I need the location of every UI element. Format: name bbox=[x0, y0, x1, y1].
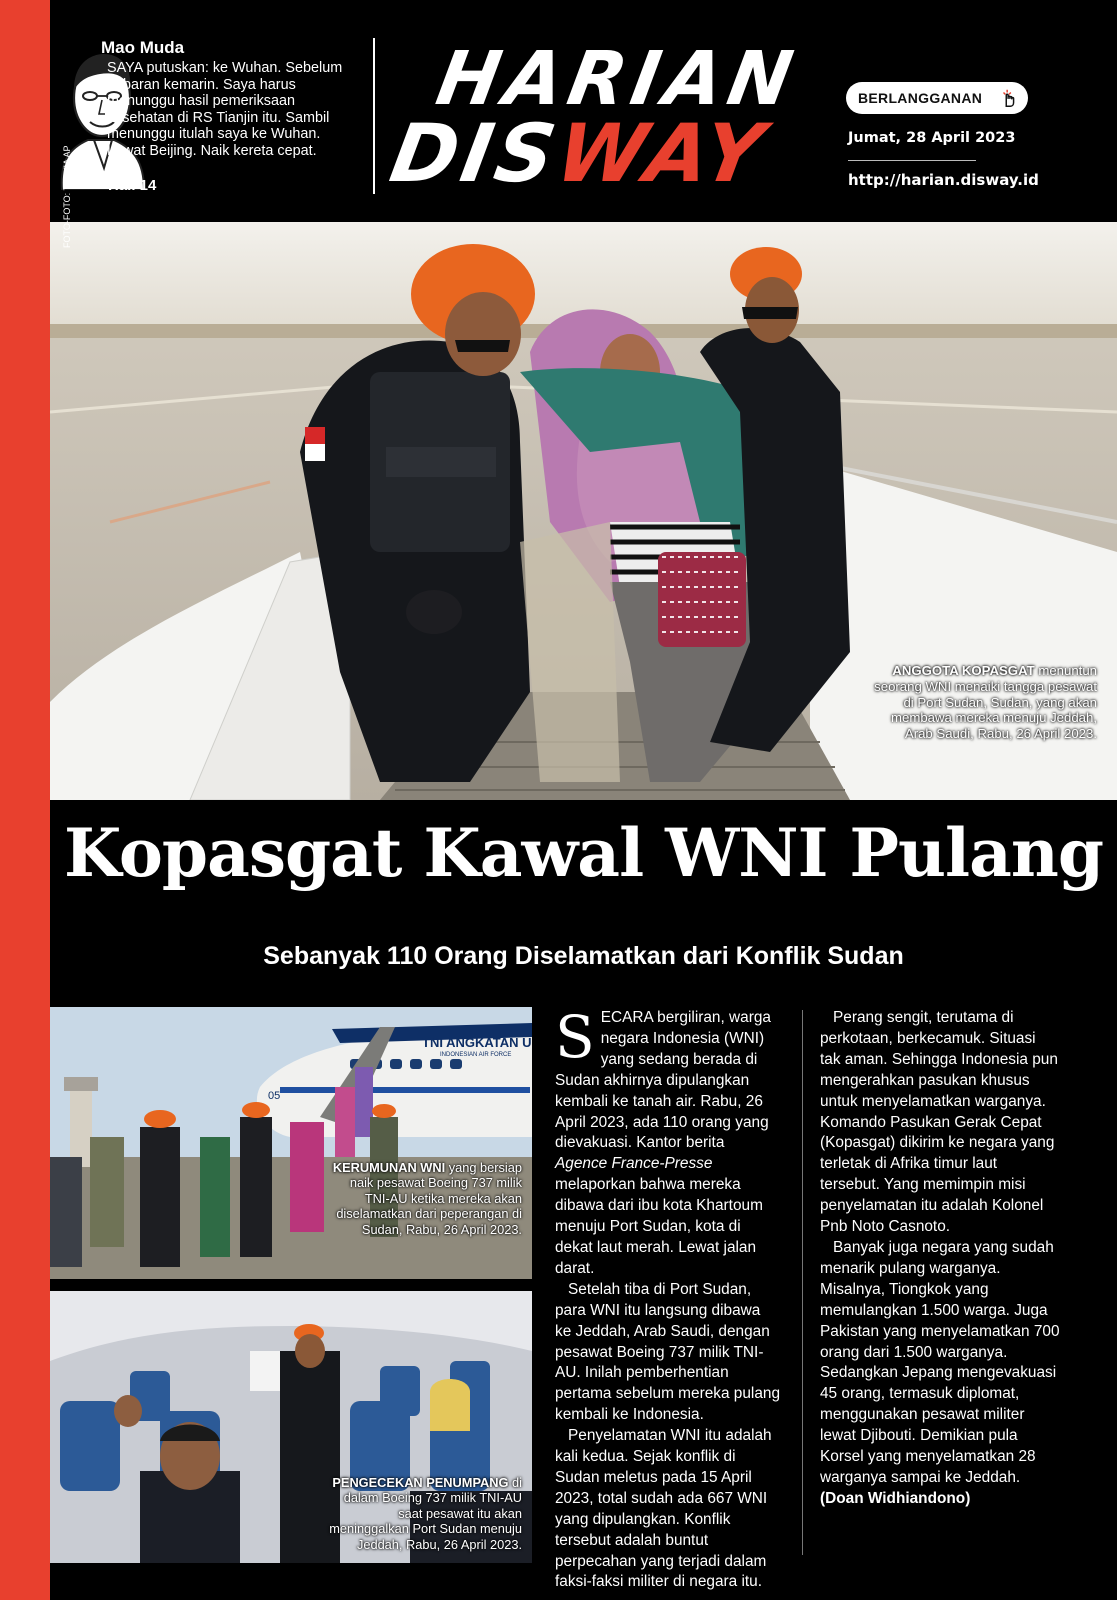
newspaper-logo bbox=[380, 36, 840, 200]
subscribe-label: BERLANGGANAN bbox=[858, 90, 983, 106]
article-paragraph bbox=[555, 1003, 780, 1280]
plane-number: 05 bbox=[268, 1090, 281, 1102]
article-column-1 bbox=[555, 1003, 780, 1593]
masthead bbox=[50, 0, 1117, 222]
boarding-photo bbox=[50, 1007, 532, 1279]
hand-pointer-icon bbox=[998, 87, 1020, 109]
logo-disway bbox=[383, 107, 775, 200]
issue-date: Jumat, 28 April 2023 bbox=[848, 130, 1016, 146]
paragraph-1-a: ECARA bergiliran, warga negara Indonesia (WNI) yang sedang berada di Sudan akhirnya dipulangkan kembali ke tanah air. Rabu, 26 April 2023, ada 110 orang yang dievakuasi. Kantor berita bbox=[555, 1009, 771, 1152]
cabin-caption-lead: PENGECEKAN PENUMPANG bbox=[332, 1475, 509, 1490]
article-column-2 bbox=[820, 1008, 1060, 1510]
boarding-caption-text: yang bersiap naik pesawat Boeing 737 milik TNI-AU ketika mereka akan diselamatkan dari peperangan di Sudan, Rabu, 26 April 2023. bbox=[336, 1160, 522, 1237]
cabin-caption-text: di dalam Boeing 737 milik TNI-AU saat pesawat itu akan meninggalkan Port Sudan menuju Jeddah, Rabu, 26 April 2023. bbox=[329, 1475, 522, 1552]
hero-caption-lead: ANGGOTA KOPASGAT bbox=[892, 663, 1035, 678]
website-link[interactable]: http://harian.disway.id bbox=[848, 171, 1039, 189]
headline: Kopasgat Kawal WNI Pulang bbox=[63, 814, 1104, 892]
date-divider bbox=[848, 160, 976, 161]
boarding-caption bbox=[322, 1160, 522, 1237]
logo-dis: DIS bbox=[383, 107, 567, 200]
paragraph-1-italic: Agence France-Presse bbox=[555, 1155, 713, 1173]
paragraph-2: Setelah tiba di Port Sudan, para WNI itu langsung dibawa ke Jeddah, Arab Saudi, dengan pesawat Boeing 737 milik TNI-AU. Inilah pemberhentian pertama sebelum mereka pulang kembali ke Indonesia. bbox=[555, 1280, 780, 1424]
front-page bbox=[50, 0, 1117, 1600]
paragraph-4: Perang sengit, terutama di perkotaan, berkecamuk. Situasi tak aman. Sehingga Indonesia pun mengerahkan pasukan khusus untuk menyelamatkan warganya. Komando Pasukan Gerak Cepat (Kopasgat) dikirim ke negara yang terletak di Afrika timur laut tersebut. Yang memimpin misi penyelamatan itu adalah Kolonel Pnb Noto Casnoto. bbox=[820, 1009, 1058, 1236]
masthead-divider bbox=[373, 38, 375, 194]
logo-way: WAY bbox=[549, 107, 775, 200]
column-divider bbox=[802, 1010, 803, 1555]
paragraph-5-text: Banyak juga negara yang sudah menarik pulang warganya. Misalnya, Tiongkok yang memulangkan 1.500 warga. Juga Pakistan yang menyelamatkan 700 orang dari 1.500 warganya. Sedangkan Jepang mengevakuasi 45 orang, termasuk diplomat, menggunakan pesawat militer lewat Djibouti. Demikian pula Korsel yang menyelamatkan 28 warganya sampai ke Jeddah. bbox=[820, 1238, 1060, 1486]
paragraph-5 bbox=[820, 1238, 1060, 1510]
boarding-photo-illustration bbox=[50, 1007, 532, 1279]
paragraph-3: Penyelamatan WNI itu adalah kali kedua. Sejak konflik di Sudan meletus pada 15 April 2023, total sudah ada 667 WNI yang dipulangkan. Konflik tersebut adalah buntut perpecahan yang terjadi dalam faksi-faksi militer di negara itu. bbox=[555, 1427, 772, 1591]
plane-livery: TNI ANGKATAN U bbox=[422, 1035, 532, 1050]
left-accent-strip bbox=[0, 0, 50, 1600]
plane-livery-sub: INDONESIAN AIR FORCE bbox=[440, 1052, 512, 1058]
drop-cap: S bbox=[555, 1003, 595, 1071]
hero-caption bbox=[867, 663, 1097, 742]
byline: (Doan Widhiandono) bbox=[820, 1489, 971, 1507]
logo-harian: HARIAN bbox=[430, 36, 805, 122]
paragraph-1-b: melaporkan bahwa mereka dibawa dari ibu kota Khartoum menuju Port Sudan, kota di dekat laut merah. Lewat jalan darat. bbox=[555, 1176, 763, 1277]
hero-caption-text: menuntun seorang WNI menaiki tangga pesawat di Port Sudan, Sudan, yang akan membawa mereka menuju Jeddah, Arab Saudi, Rabu, 26 April 2023. bbox=[874, 663, 1097, 742]
cabin-photo bbox=[50, 1291, 532, 1563]
photo-credit: FOTO-FOTO: TNI VIA AP bbox=[62, 145, 72, 248]
subscribe-button[interactable] bbox=[846, 82, 1028, 114]
subheadline: Sebanyak 110 Orang Diselamatkan dari Konflik Sudan bbox=[263, 942, 904, 970]
boarding-caption-lead: KERUMUNAN WNI bbox=[332, 1160, 446, 1175]
cabin-caption bbox=[322, 1475, 522, 1552]
columnist-page-ref[interactable]: Hal. 14 bbox=[108, 177, 157, 194]
columnist-name: Mao Muda bbox=[101, 38, 185, 57]
columnist-excerpt: SAYA putuskan: ke Wuhan. Sebelum Lebaran kemarin. Saya harus menunggu hasil pemeriksaan kesehatan di RS Tianjin itu. Sambil menunggu itulah saya ke Wuhan. Lewat Beijing. Naik kereta cepat. bbox=[107, 60, 343, 159]
